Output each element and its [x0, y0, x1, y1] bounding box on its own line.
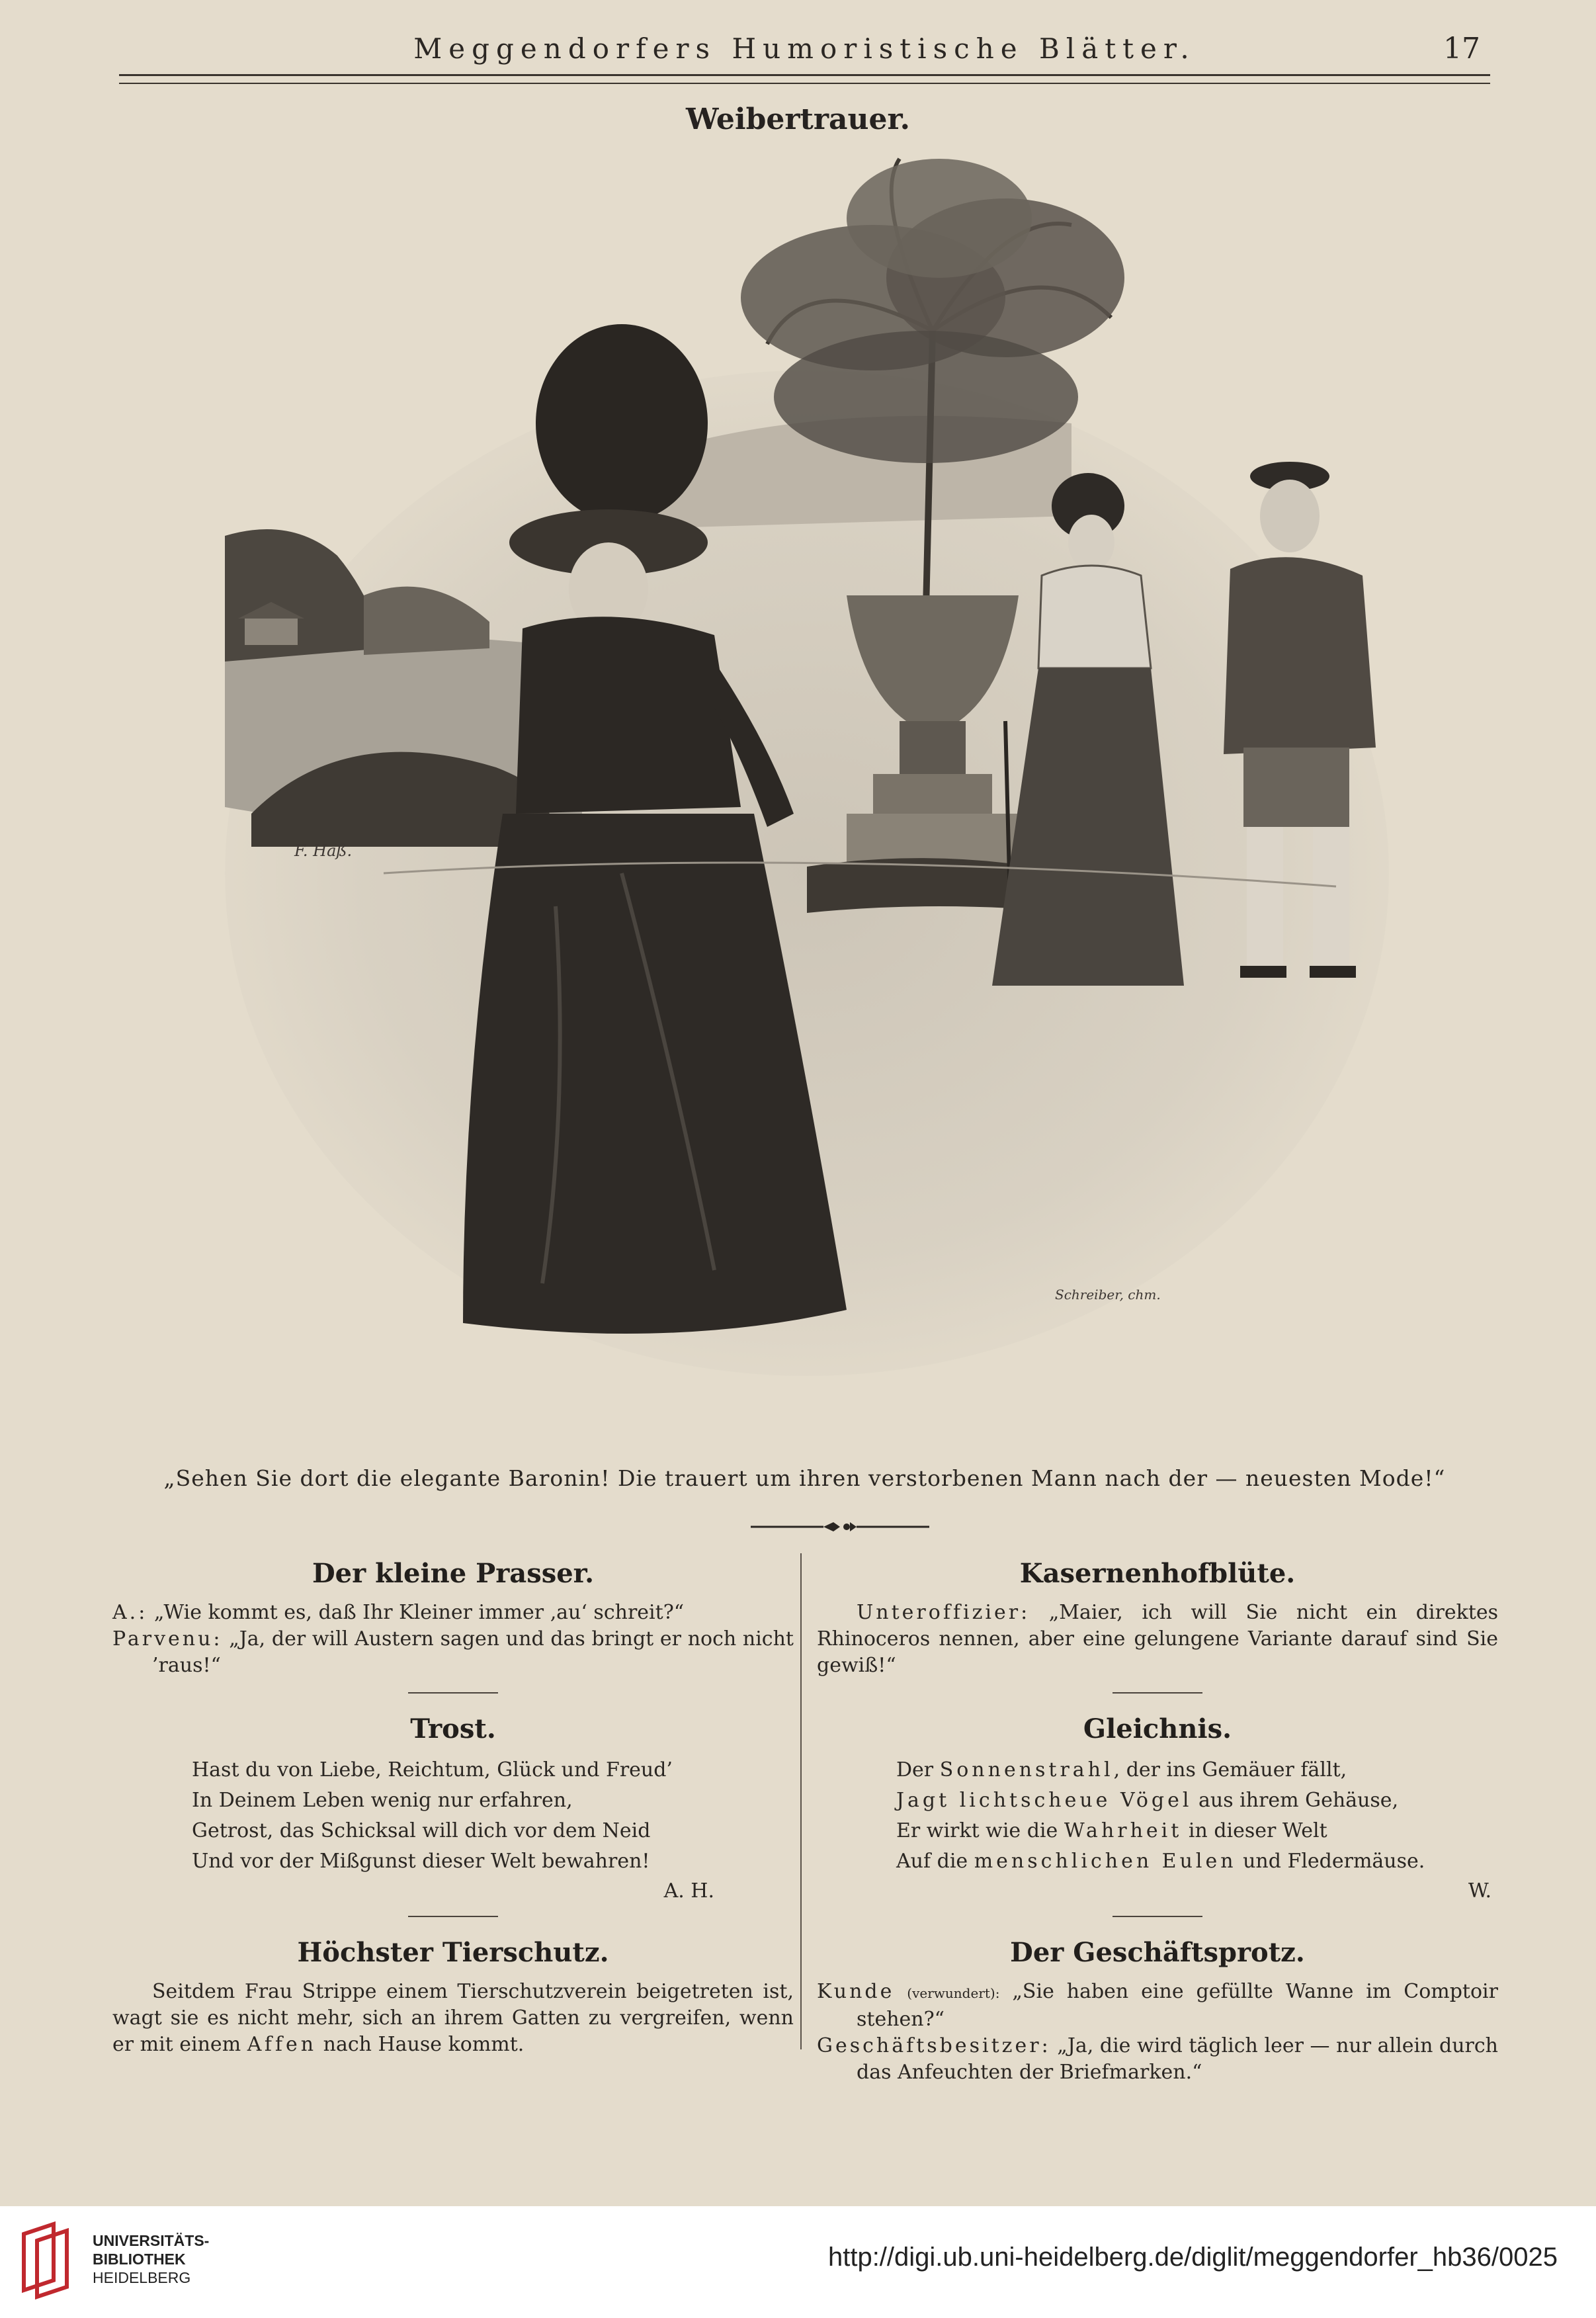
section-rule: [408, 1692, 498, 1694]
heading-prasser: Der kleine Prasser.: [312, 1558, 595, 1589]
heading-kasernen: Kasernenhofblüte.: [1019, 1558, 1296, 1589]
artist-signature: F. Haß.: [294, 841, 353, 860]
column-divider: [800, 1553, 802, 2049]
author-initials: W.: [1468, 1879, 1491, 1903]
library-logo-icon[interactable]: [17, 2221, 83, 2300]
section-rule: [1113, 1916, 1202, 1917]
anecdote-text: [112, 1979, 794, 2058]
dialogue-text: „Ja, die wird täglich leer — nur allein durch das Anfeuchten der Briefmarken.“: [857, 2034, 1498, 2084]
heading-gleichnis: Gleichnis.: [1083, 1713, 1232, 1744]
header-rule: [119, 74, 1490, 84]
divider-ornament: [751, 1517, 929, 1537]
dialogue-line: [112, 1600, 794, 1626]
right-column: [817, 1558, 1498, 2086]
text-part: Seitdem Frau Strippe einem Tierschutzverein beigetreten ist, wagt sie es nicht mehr, sich an ihrem Gatten zu vergreifen, wenn er mit einem: [112, 1980, 794, 2056]
speaker-label: Parvenu:: [112, 1627, 223, 1651]
verse-line: Getrost, das Schicksal will dich vor dem Neid: [192, 1819, 651, 1842]
verse-line: Er wirkt wie die Wahrheit in dieser Welt: [896, 1819, 1327, 1842]
dialogue-line: [817, 1979, 1498, 2033]
speaker-label: A.:: [112, 1601, 148, 1624]
illustration-title: Weibertrauer.: [686, 103, 910, 136]
left-column: [112, 1558, 794, 2058]
library-name: [93, 2231, 209, 2287]
verse-line: Hast du von Liebe, Reichtum, Glück und Freud’: [192, 1758, 673, 1781]
stage-direction: (verwundert):: [907, 1985, 1000, 2001]
heading-trost: Trost.: [410, 1713, 496, 1744]
dialogue-text: „Wie kommt es, daß Ihr Kleiner immer ‚au‘ schreit?“: [153, 1601, 685, 1624]
library-name-line: UNIVERSITÄTS-: [93, 2232, 210, 2249]
library-footer: [0, 2206, 1596, 2318]
heading-geschaeft: Der Geschäftsprotz.: [1010, 1937, 1305, 1968]
dialogue-text: „Sie haben eine gefüllte Wanne im Comptoir stehen?“: [857, 1980, 1498, 2031]
section-rule: [408, 1916, 498, 1917]
speaker-label: Kunde: [817, 1980, 895, 2003]
engraver-signature: Schreiber, chm.: [1055, 1287, 1161, 1303]
speaker-label: Unteroffizier:: [857, 1601, 1030, 1624]
author-initials: A. H.: [663, 1879, 714, 1903]
dialogue-line: [112, 1626, 794, 1679]
dialogue-text: „Ja, der will Austern sagen und das bringt er noch nicht ’raus!“: [152, 1627, 794, 1677]
verse-line: Und vor der Mißgunst dieser Welt bewahren!: [192, 1850, 650, 1873]
dialogue-text: „Maier, ich will Sie nicht ein direktes Rhinoceros nennen, aber eine gelungene Variante darauf sind Sie gewiß!“: [817, 1601, 1498, 1677]
page-number: 17: [1443, 32, 1480, 65]
verse-line: Der Sonnenstrahl, der ins Gemäuer fällt,: [896, 1758, 1347, 1781]
speaker-label: Geschäftsbesitzer:: [817, 2034, 1051, 2057]
verse-line: Jagt lichtscheue Vögel aus ihrem Gehäuse,: [896, 1789, 1399, 1812]
poem-gleichnis: [817, 1755, 1498, 1877]
section-rule: [1113, 1692, 1202, 1694]
heading-tierschutz: Höchster Tierschutz.: [297, 1937, 609, 1968]
library-name-line: HEIDELBERG: [93, 2269, 191, 2286]
emphasized-word: Affen: [247, 2033, 317, 2056]
verse-line: In Deinem Leben wenig nur erfahren,: [192, 1789, 573, 1812]
source-url-link[interactable]: http://digi.ub.uni-heidelberg.de/diglit/meggendorfer_hb36/0025: [827, 2243, 1558, 2272]
dialogue-line: [817, 2033, 1498, 2086]
dialogue-line: [817, 1600, 1498, 1679]
poem-trost: [112, 1755, 794, 1877]
text-part: nach Hause kommt.: [323, 2033, 525, 2056]
library-name-line: BIBLIOTHEK: [93, 2251, 186, 2268]
running-title: Meggendorfers Humoristische Blätter.: [413, 32, 1196, 65]
illustration-weibertrauer: [212, 146, 1402, 1383]
verse-line: Auf die menschlichen Eulen und Fledermäuse.: [896, 1850, 1425, 1873]
illustration-caption: „Sehen Sie dort die elegante Baronin! Die trauert um ihren verstorbenen Mann nach der — neuesten Mode!“: [163, 1465, 1446, 1491]
